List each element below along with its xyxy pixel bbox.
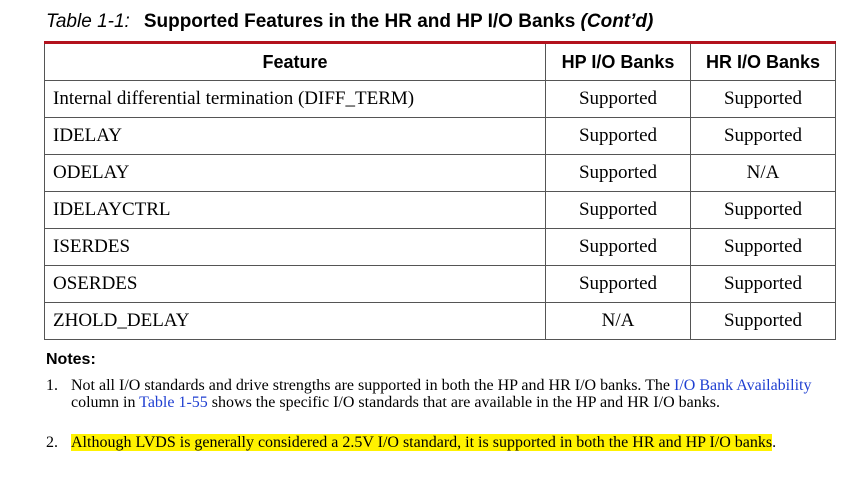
hr-support-cell: N/A (691, 155, 836, 192)
io-bank-availability-link[interactable]: I/O Bank Availability (674, 377, 812, 394)
note-text-segment: . (772, 434, 777, 451)
highlighted-note-text: Although LVDS is generally considered a 2.5V I/O standard, it is supported in both the HR and HP I/O banks (71, 434, 773, 451)
hp-support-cell: Supported (546, 155, 691, 192)
caption-label: Table 1-1: (46, 11, 130, 32)
table-row (45, 118, 836, 155)
hr-support-cell: Supported (691, 266, 836, 303)
hp-support-cell: N/A (546, 303, 691, 340)
table-row (45, 229, 836, 266)
table-1-55-link[interactable]: Table 1-55 (139, 394, 208, 411)
header-hr-banks: HR I/O Banks (691, 43, 836, 81)
note-text-segment: column in (71, 394, 140, 411)
note-text-segment: shows the specific I/O standards that are available in the HP and HR I/O banks. (207, 394, 720, 411)
note-text (71, 434, 836, 451)
hp-support-cell: Supported (546, 229, 691, 266)
note-text-segment: Not all I/O standards and drive strengths are supported in both the HP and HR I/O banks. The (71, 377, 674, 394)
features-table (44, 41, 836, 340)
table-row (45, 192, 836, 229)
table-row (45, 266, 836, 303)
hp-support-cell: Supported (546, 118, 691, 155)
note-item (46, 377, 836, 411)
hr-support-cell: Supported (691, 81, 836, 118)
feature-cell: ODELAY (45, 155, 546, 192)
table-header-row (45, 43, 836, 81)
hr-support-cell: Supported (691, 118, 836, 155)
table-row (45, 303, 836, 340)
note-number: 2. (46, 434, 58, 451)
hp-support-cell: Supported (546, 81, 691, 118)
feature-cell: Internal differential termination (DIFF_TERM) (45, 81, 546, 118)
feature-cell: IDELAYCTRL (45, 192, 546, 229)
table-row (45, 155, 836, 192)
note-item (46, 434, 836, 451)
header-hp-banks: HP I/O Banks (546, 43, 691, 81)
header-feature: Feature (45, 43, 546, 81)
hp-support-cell: Supported (546, 192, 691, 229)
notes-heading: Notes: (46, 351, 96, 368)
table-caption (46, 9, 653, 35)
feature-cell: ISERDES (45, 229, 546, 266)
feature-cell: ZHOLD_DELAY (45, 303, 546, 340)
note-text (71, 377, 836, 411)
hp-support-cell: Supported (546, 266, 691, 303)
caption-title: Supported Features in the HR and HP I/O Banks (143, 11, 576, 32)
note-number: 1. (46, 377, 58, 394)
feature-cell: OSERDES (45, 266, 546, 303)
hr-support-cell: Supported (691, 192, 836, 229)
feature-cell: IDELAY (45, 118, 546, 155)
hr-support-cell: Supported (691, 229, 836, 266)
caption-continued: (Cont’d) (580, 11, 654, 32)
table-row (45, 81, 836, 118)
hr-support-cell: Supported (691, 303, 836, 340)
